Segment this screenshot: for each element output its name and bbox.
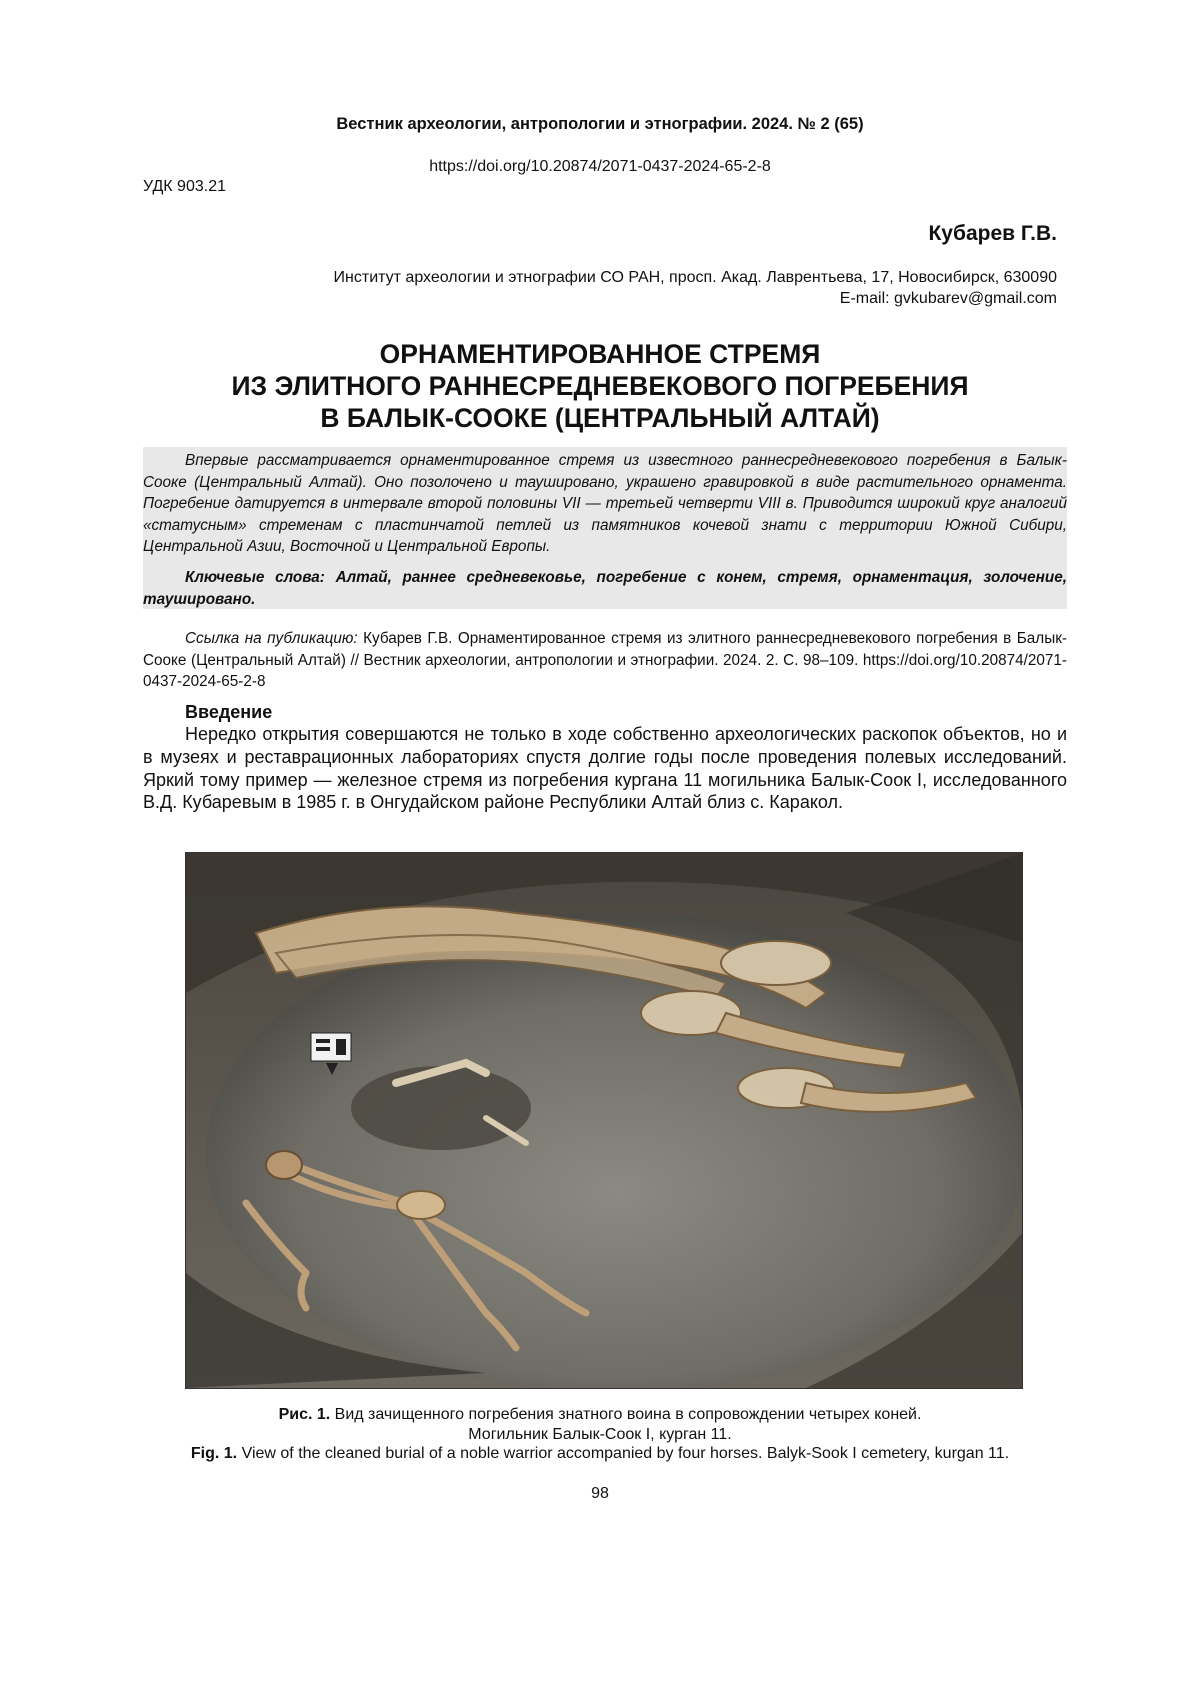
journal-header: Вестник археологии, антропологии и этнографии. 2024. № 2 (65) (336, 115, 864, 133)
section-heading-introduction: Введение (185, 702, 273, 722)
doi-link[interactable]: https://doi.org/10.20874/2071-0437-2024-65-2-8 (429, 158, 771, 175)
introduction-paragraph: Нередко открытия совершаются не только в ходе собственно археологических раскопок объектов, но и в музеях и реставрационных лабораториях спустя долгие годы после проведения полевых исследований. Яркий тому пример — железное стремя из погребения кургана 11 могильника Балык-Соок I, исследованного В.Д. Кубаревым в 1985 г. в Онгудайском районе Республики Алтай близ с. Каракол. (143, 724, 1067, 813)
keywords: Ключевые слова: Алтай, раннее средневековье, погребение с конем, стремя, орнаментация, золочение, таушировано. (143, 569, 1067, 608)
affiliation-address: Институт археологии и этнографии СО РАН, просп. Акад. Лаврентьева, 17, Новосибирск, 630090 (333, 269, 1057, 286)
figure-caption-ru (0, 1405, 1200, 1445)
abstract-text: Впервые рассматривается орнаментированное стремя из известного раннесредневекового погребения в Балык-Сооке (Центральный Алтай). Оно позолочено и таушировано, украшено гравировкой в виде растительного орнамента. Погребение датируется в интервале второй половины VII — третьей четверти VIII в. Приводится широкий круг аналогий «статусным» стременам с пластинчатой петлей из памятников кочевой знати с территории Южной Сибири, Центральной Азии, Восточной и Центральной Европы. (143, 452, 1067, 556)
citation (143, 628, 1067, 693)
citation-text: Кубарев Г.В. Орнаментированное стремя из элитного раннесредневекового погребения в Балык-Сооке (Центральный Алтай) // Вестник археологии, антропологии и этнографии. 2024. 2. С. 98–109. https://doi.org/10.20874/2071-0437-2024-65-2-8 (143, 630, 1067, 691)
title-line-2: ИЗ ЭЛИТНОГО РАННЕСРЕДНЕВЕКОВОГО ПОГРЕБЕНИЯ (231, 371, 969, 401)
caption-ru-line-1 (0, 1405, 1200, 1425)
page-number: 98 (591, 1485, 609, 1502)
caption-ru-line-2: Могильник Балык-Соок I, курган 11. (468, 1426, 732, 1443)
title-line-1: ОРНАМЕНТИРОВАННОЕ СТРЕМЯ (379, 339, 821, 369)
excavation-photo (185, 852, 1023, 1389)
author-email[interactable]: E-mail: gvkubarev@gmail.com (839, 290, 1057, 307)
caption-ru-text: Вид зачищенного погребения знатного воина в сопровождении четырех коней. (330, 1406, 922, 1423)
figure-caption-en (0, 1445, 1200, 1463)
author-affiliation (334, 267, 1057, 309)
figure-label-en: Fig. 1. (190, 1445, 238, 1462)
title-line-3: В БАЛЫК-СООКЕ (ЦЕНТРАЛЬНЫЙ АЛТАЙ) (320, 403, 880, 433)
figure-label-ru: Рис. 1. (278, 1406, 331, 1423)
citation-lead: Ссылка на публикацию: (185, 630, 358, 647)
udk-code: УДК 903.21 (143, 178, 226, 195)
author-name: Кубарев Г.В. (928, 222, 1057, 245)
article-title (0, 338, 1200, 434)
caption-en-text: View of the cleaned burial of a noble warrior accompanied by four horses. Balyk-Sook I cemetery, kurgan 11. (237, 1445, 1010, 1462)
